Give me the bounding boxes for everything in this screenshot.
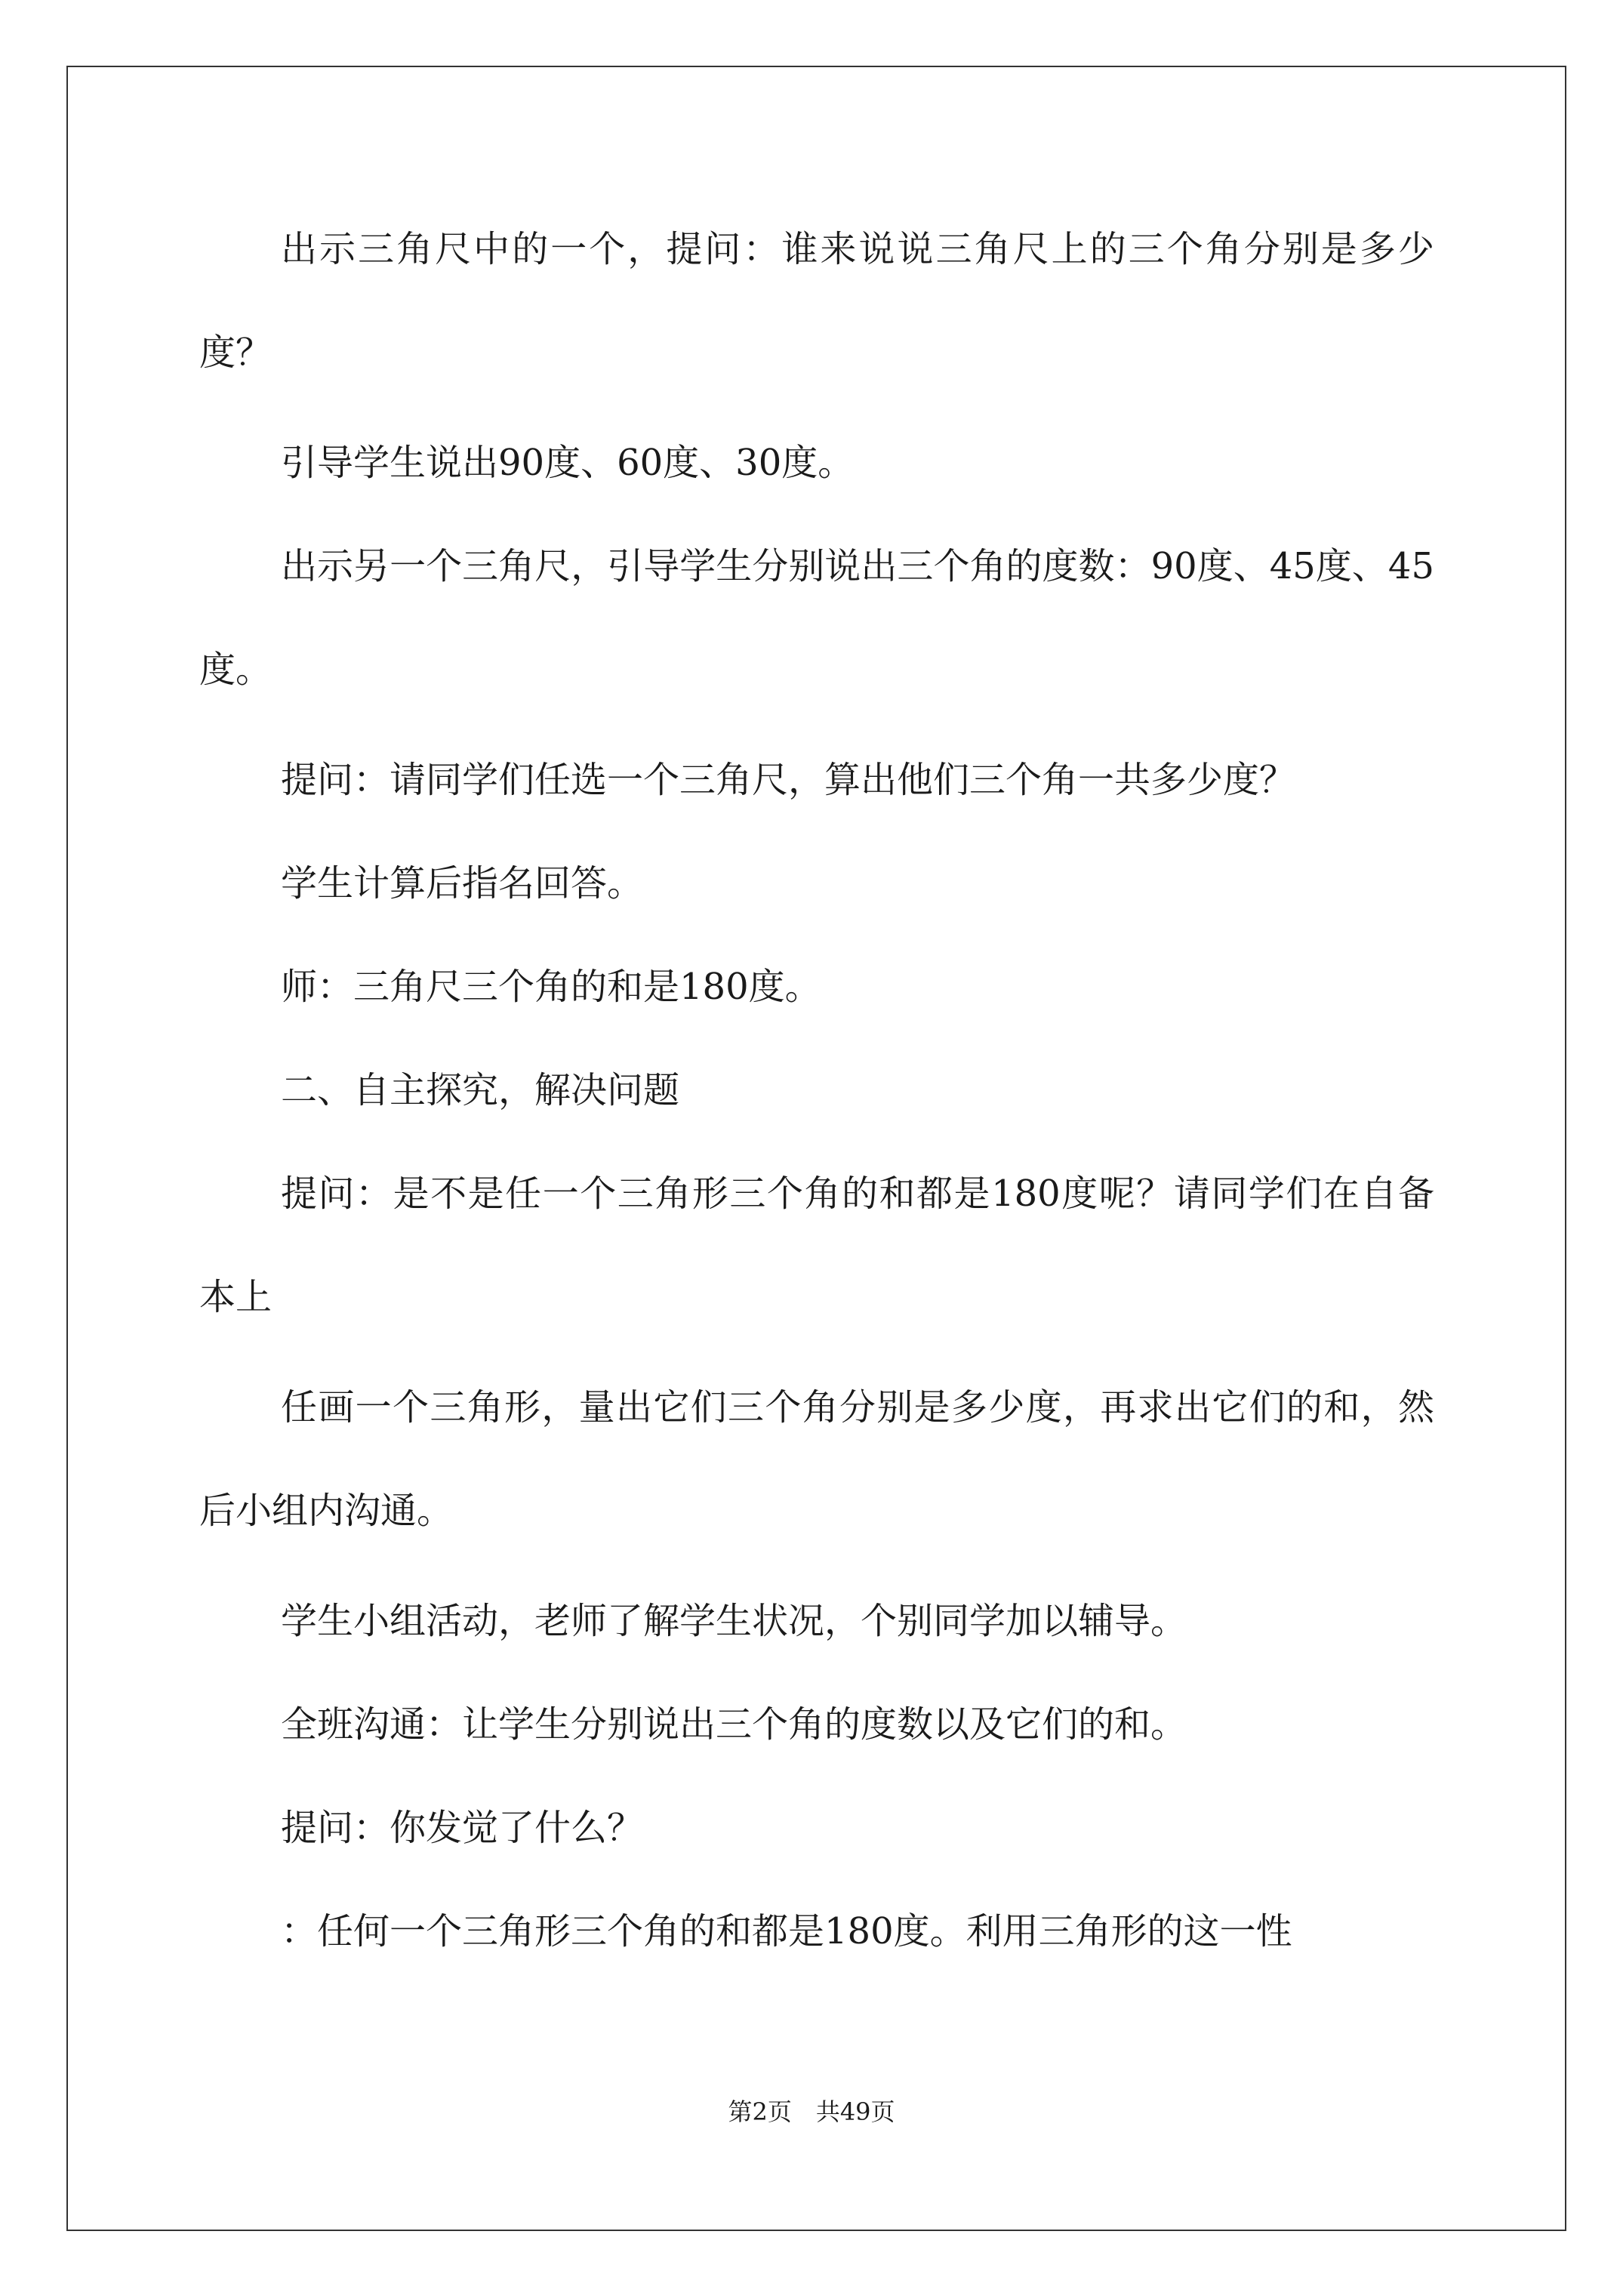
paragraph-10: 全班沟通：让学生分别说出三个角的度数以及它们的和。 <box>281 1703 1187 1746</box>
page-number-footer: 第2页 共49页 <box>728 2097 895 2126</box>
paragraph-5: 学生计算后指名回答。 <box>281 862 644 905</box>
paragraph-11: 提问：你发觉了什么？ <box>281 1807 644 1849</box>
paragraph-1: 出示三角尺中的一个，提问：谁来说说三角尺上的三个角分别是多少度？ <box>199 228 1434 374</box>
paragraph-9: 学生小组活动，老师了解学生状况，个别同学加以辅导。 <box>281 1600 1187 1642</box>
paragraph-4: 提问：请同学们任选一个三角尺，算出他们三个角一共多少度？ <box>281 759 1296 801</box>
paragraph-12: ：任何一个三角形三个角的和都是180度。利用三角形的这一性 <box>281 1910 1292 1952</box>
paragraph-8: 任画一个三角形，量出它们三个角分别是多少度，再求出它们的和，然后小组内沟通。 <box>199 1386 1434 1532</box>
paragraph-3: 出示另一个三角尺，引导学生分别说出三个角的度数：90度、45度、45度。 <box>199 545 1434 691</box>
paragraph-2: 引导学生说出90度、60度、30度。 <box>281 442 855 484</box>
paragraph-6: 师：三角尺三个角的和是180度。 <box>281 966 821 1008</box>
paragraph-7: 提问：是不是任一个三角形三个角的和都是180度呢？请同学们在自备本上 <box>199 1173 1434 1318</box>
section-heading: 二、自主探究，解决问题 <box>281 1069 680 1111</box>
